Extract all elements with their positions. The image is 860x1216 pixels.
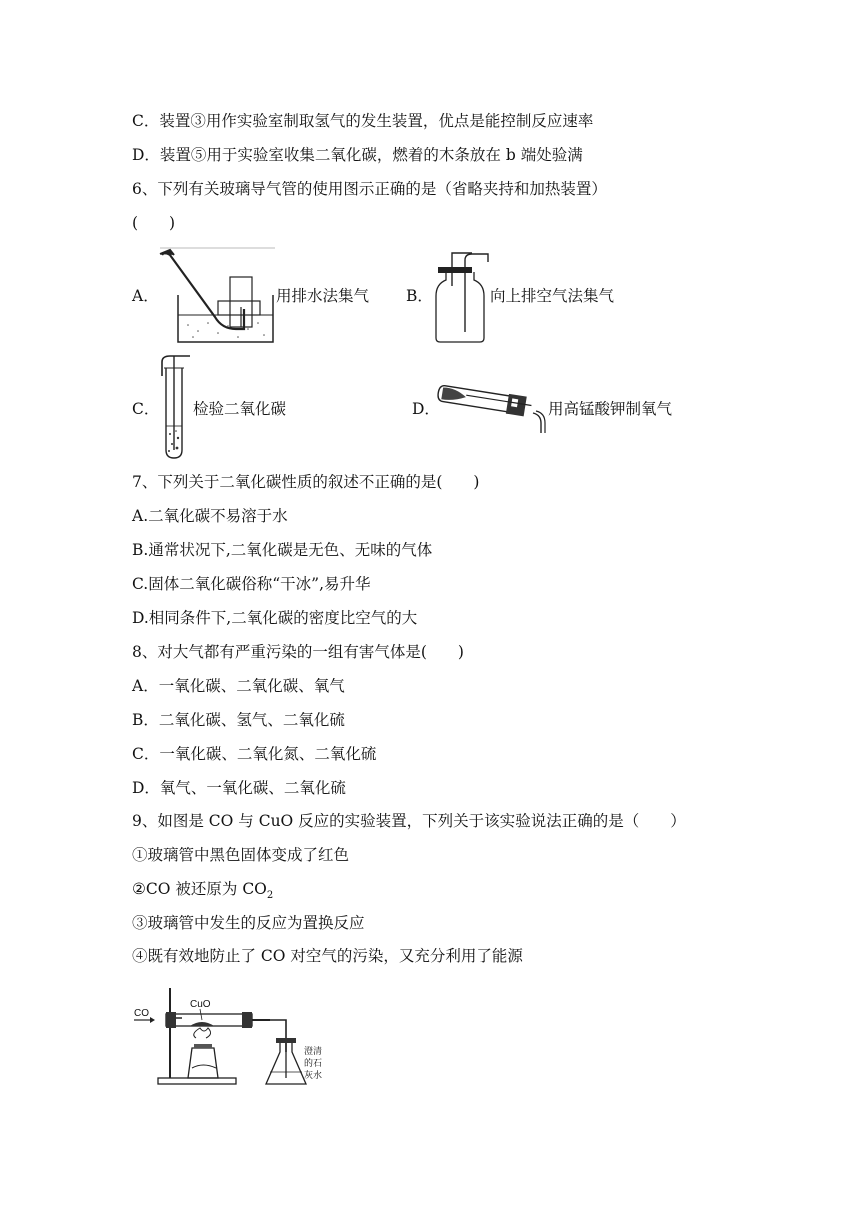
question-9: 9、如图是 CO 与 CuO 反应的实验装置，下列关于该实验说法正确的是（ ） [132,812,686,830]
water-displacement-figure [160,247,280,347]
option-d-line: D．装置⑤用于实验室收集二氧化碳，燃着的木条放在 b 端处验满 [132,146,583,164]
q6-option-c-text: 检验二氧化碳 [193,400,287,418]
gas-bottle-figure [432,248,492,343]
option-c-line: C．装置③用作实验室制取氢气的发生装置，优点是能控制反应速率 [132,112,594,130]
statement-4: ④既有效地防止了 CO 对空气的污染，又充分利用了能源 [132,947,523,965]
cuo-label: CuO [190,999,211,1010]
q6-option-b-letter: B． [406,287,433,305]
statement-2-text: ②CO 被还原为 CO [132,880,267,898]
test-tube-figure [156,354,196,464]
q7-option-a: A.二氧化碳不易溶于水 [132,507,288,525]
q6-option-c-letter: C． [132,400,160,418]
q8-option-d: D．氧气、一氧化碳、二氧化硫 [132,779,346,797]
q8-option-b: B．二氧化碳、氢气、二氧化硫 [132,711,345,729]
q6-option-a-letter: A． [132,287,159,305]
co-label: CO [134,1008,149,1019]
q6-option-d-text: 用高锰酸钾制氧气 [548,400,673,418]
question-6-answer-paren: ( ) [132,214,176,232]
statement-2-subscript: 2 [266,890,274,902]
q7-option-c: C.固体二氧化碳俗称“干冰”,易升华 [132,575,371,593]
limewater-label-1: 澄清 [304,1046,323,1056]
q7-option-b: B.通常状况下,二氧化碳是无色、无味的气体 [132,541,433,559]
statement-3: ③玻璃管中发生的反应为置换反应 [132,914,365,932]
q6-option-d-letter: D． [412,400,440,418]
question-6: 6、下列有关玻璃导气管的使用图示正确的是（省略夹持和加热装置） [132,180,607,198]
q8-option-a: A．一氧化碳、二氧化碳、氧气 [132,677,345,695]
q8-option-c: C．一氧化碳、二氧化氮、二氧化硫 [132,745,377,763]
statement-1: ①玻璃管中黑色固体变成了红色 [132,846,350,864]
question-8: 8、对大气都有严重污染的一组有害气体是( ) [132,643,464,661]
q6-option-a-text: 用排水法集气 [276,287,370,305]
co-cuo-apparatus-figure [130,982,330,1097]
limewater-label-3: 灰水 [304,1070,323,1080]
q6-option-b-text: 向上排空气法集气 [490,287,615,305]
heated-test-tube-figure [435,385,550,435]
limewater-label-2: 的石 [304,1058,323,1068]
statement-2 [132,879,273,906]
q7-option-d: D.相同条件下,二氧化碳的密度比空气的大 [132,609,418,627]
question-7: 7、下列关于二氧化碳性质的叙述不正确的是( ) [132,473,480,491]
